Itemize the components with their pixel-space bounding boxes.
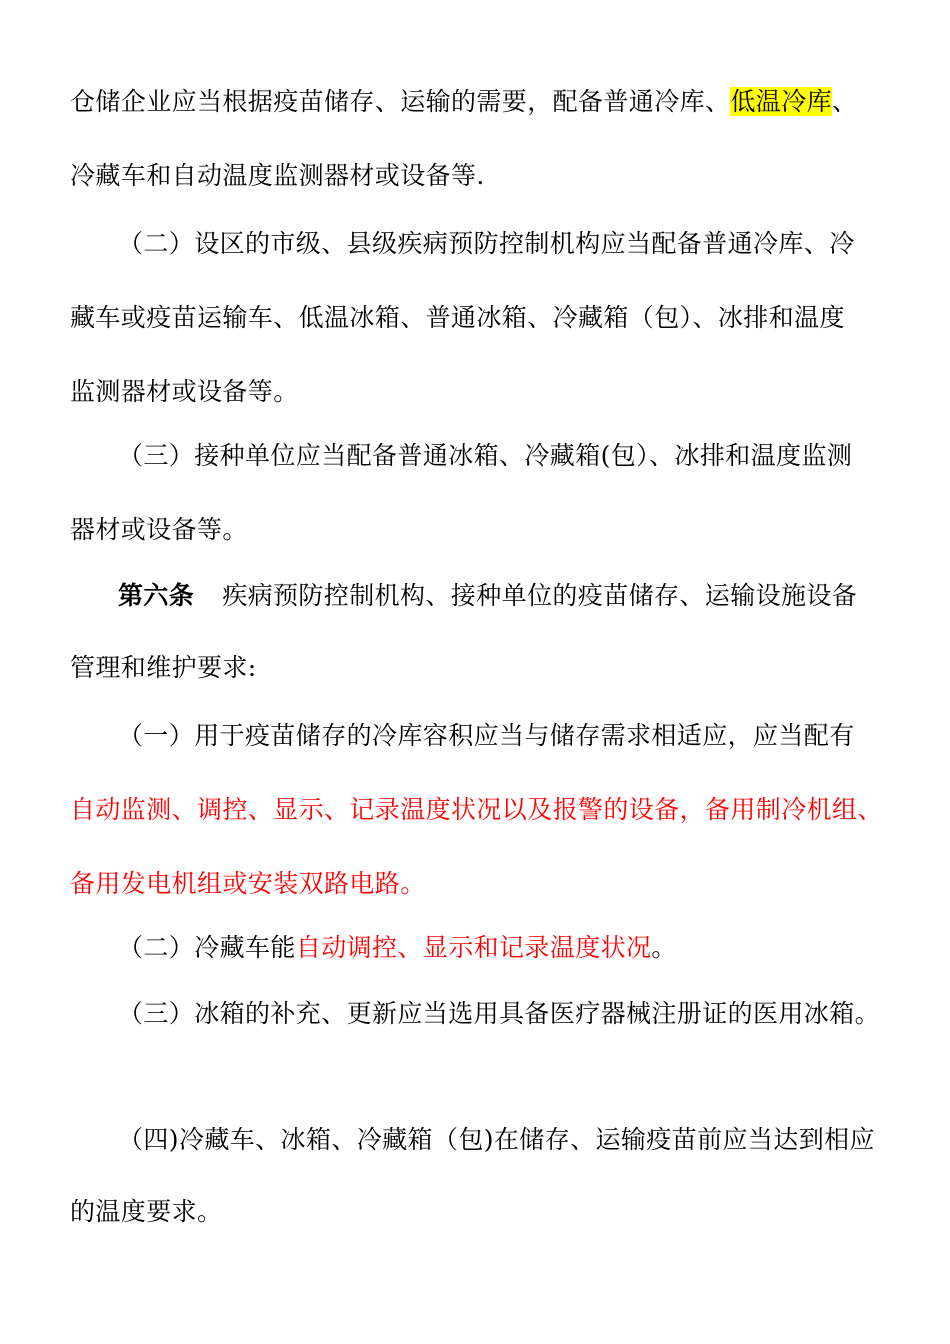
article-6-text-end: 管理和维护要求: [70,653,257,682]
item-4-line-2 [70,1196,900,1228]
item-1-text: （一）用于疫苗储存的冷库容积应当与储存需求相适应，应当配有 [118,721,855,750]
clause-2-text: （二）设区的市级、县级疾病预防控制机构应当配备普通冷库、冷 [118,229,855,258]
clause-2-line-2 [70,302,900,334]
clause-2-text-end: 监测器材或设备等。 [70,377,299,406]
item-1-red-text: 自动监测、调控、显示、记录温度状况以及报警的设备，备用制冷机组、 [70,795,883,824]
article-6-line-2 [70,652,900,684]
line-2-text: 冷藏车和自动温度监测器材或设备等. [70,161,485,190]
item-2-tail: 。 [651,933,677,962]
item-2-line [118,932,948,964]
line-1-text: 仓储企业应当根据疫苗储存、运输的需要，配备普通冷库、 [70,87,731,116]
clause-2-line-3 [70,376,900,408]
paragraph-line-2 [70,160,900,192]
item-3-line [118,998,948,1030]
item-4-line-1 [118,1124,948,1156]
item-1-line-3 [70,868,900,900]
clause-2-text-continued: 藏车或疫苗运输车、低温冰箱、普通冰箱、冷藏箱（包）、冰排和温度 [70,303,845,332]
item-4-text-end: 的温度要求。 [70,1197,223,1226]
item-3-text: （三）冰箱的补充、更新应当选用具备医疗器械注册证的医用冰箱。 [118,999,881,1028]
article-6-label: 第六条 [118,581,195,610]
item-2-text: （二）冷藏车能 [118,933,296,962]
item-2-red-text: 自动调控、显示和记录温度状况 [295,933,652,962]
clause-3-line-1 [118,440,948,472]
item-4-text: （四)冷藏车、冰箱、冷藏箱（包)在储存、运输疫苗前应当达到相应 [118,1125,875,1154]
item-1-line-2 [70,794,900,826]
paragraph-line-1 [70,86,900,118]
clause-2-line-1 [118,228,948,260]
item-1-line-1 [118,720,948,752]
clause-3-text: （三）接种单位应当配备普通冰箱、冷藏箱(包）、冰排和温度监测 [118,441,853,470]
clause-3-text-end: 器材或设备等。 [70,515,248,544]
item-1-red-text-end: 备用发电机组或安装双路电路。 [70,869,426,898]
article-6-text: 疾病预防控制机构、接种单位的疫苗储存、运输设施设备 [222,581,858,610]
article-6-heading-line [118,580,948,612]
clause-3-line-2 [70,514,900,546]
highlighted-text: 低温冷库 [730,87,833,116]
line-1-tail: 、 [832,87,858,116]
